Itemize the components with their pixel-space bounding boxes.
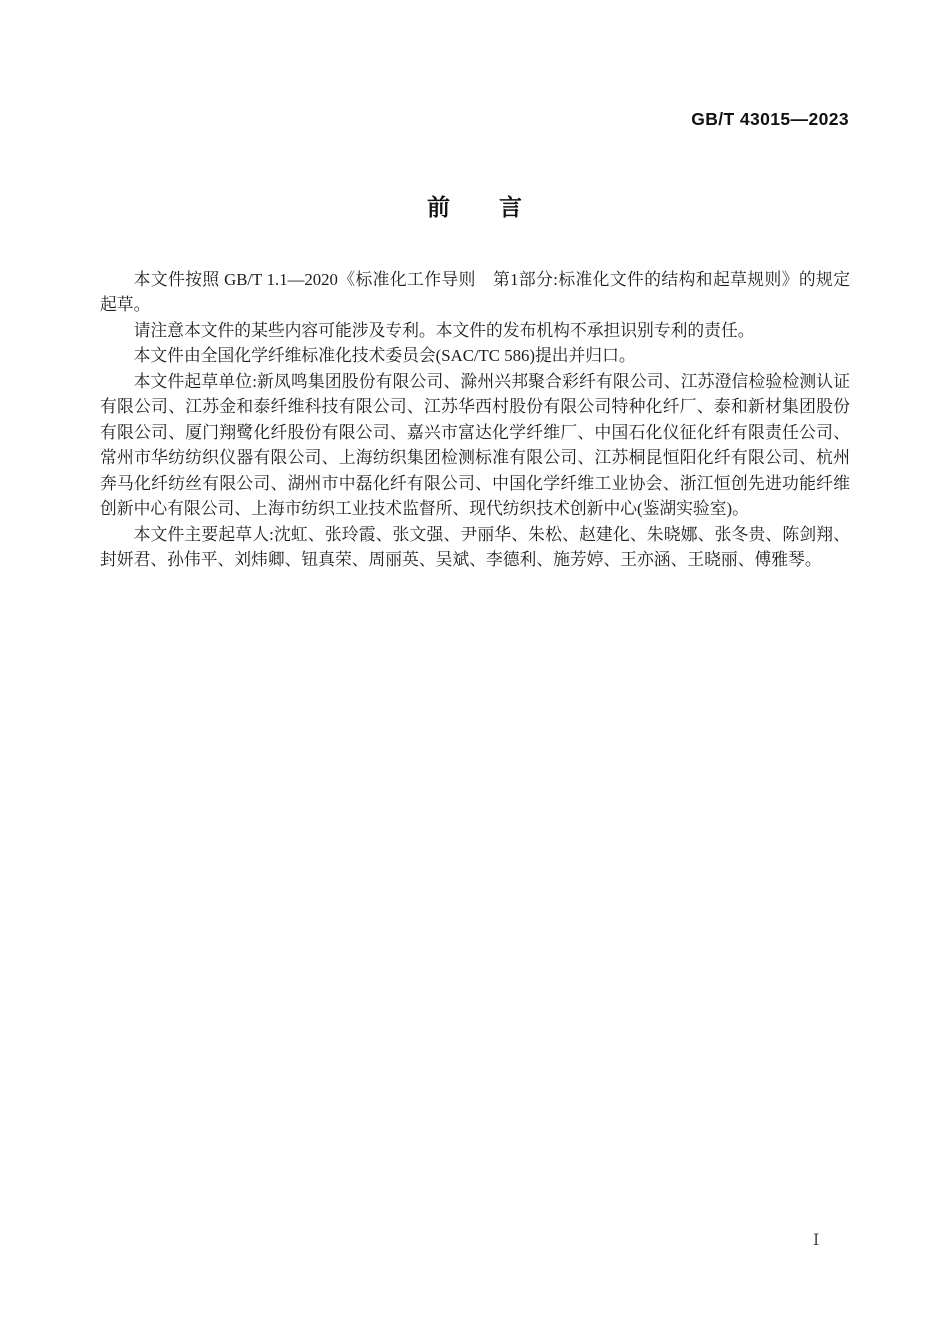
paragraph-drafting-rules: 本文件按照 GB/T 1.1—2020《标准化工作导则 第1部分:标准化文件的结构和起草规则》的规定起草。 [100, 269, 850, 315]
paragraph-patent-notice: 请注意本文件的某些内容可能涉及专利。本文件的发布机构不承担识别专利的责任。 [133, 320, 755, 340]
paragraph-committee: 本文件由全国化学纤维标准化技术委员会(SAC/TC 586)提出并归口。 [133, 346, 636, 366]
page-number: Ⅰ [813, 1232, 820, 1249]
page-title: 前 言 [427, 194, 523, 221]
standard-number: GB/T 43015—2023 [691, 109, 849, 129]
paragraph-drafting-organizations: 本文件起草单位:新凤鸣集团股份有限公司、滁州兴邦聚合彩纤有限公司、江苏澄信检验检测认证有限公司、江苏金和泰纤维科技有限公司、江苏华西村股份有限公司特种化纤厂、泰和新材集团股份有限公司、厦门翔鹭化纤股份有限公司、嘉兴市富达化学纤维厂、中国石化仪征化纤有限责任公司、常州市华纺纺织仪器有限公司、上海纺织集团检测标准有限公司、江苏桐昆恒阳化纤有限公司、杭州奔马化纤纺丝有限公司、湖州市中磊化纤有限公司、中国化学纤维工业协会、浙江恒创先进功能纤维创新中心有限公司、上海市纺织工业技术监督所、现代纺织技术创新中心(鉴湖实验室)。 [100, 371, 850, 519]
paragraph-main-drafters: 本文件主要起草人:沈虹、张玲霞、张文强、尹丽华、朱松、赵建化、朱晓娜、张冬贵、陈剑翔、封妍君、孙伟平、刘炜卿、钮真荣、周丽英、吴斌、李德利、施芳婷、王亦涵、王晓丽、傅雅琴。 [100, 524, 850, 570]
foreword-body [100, 267, 850, 573]
